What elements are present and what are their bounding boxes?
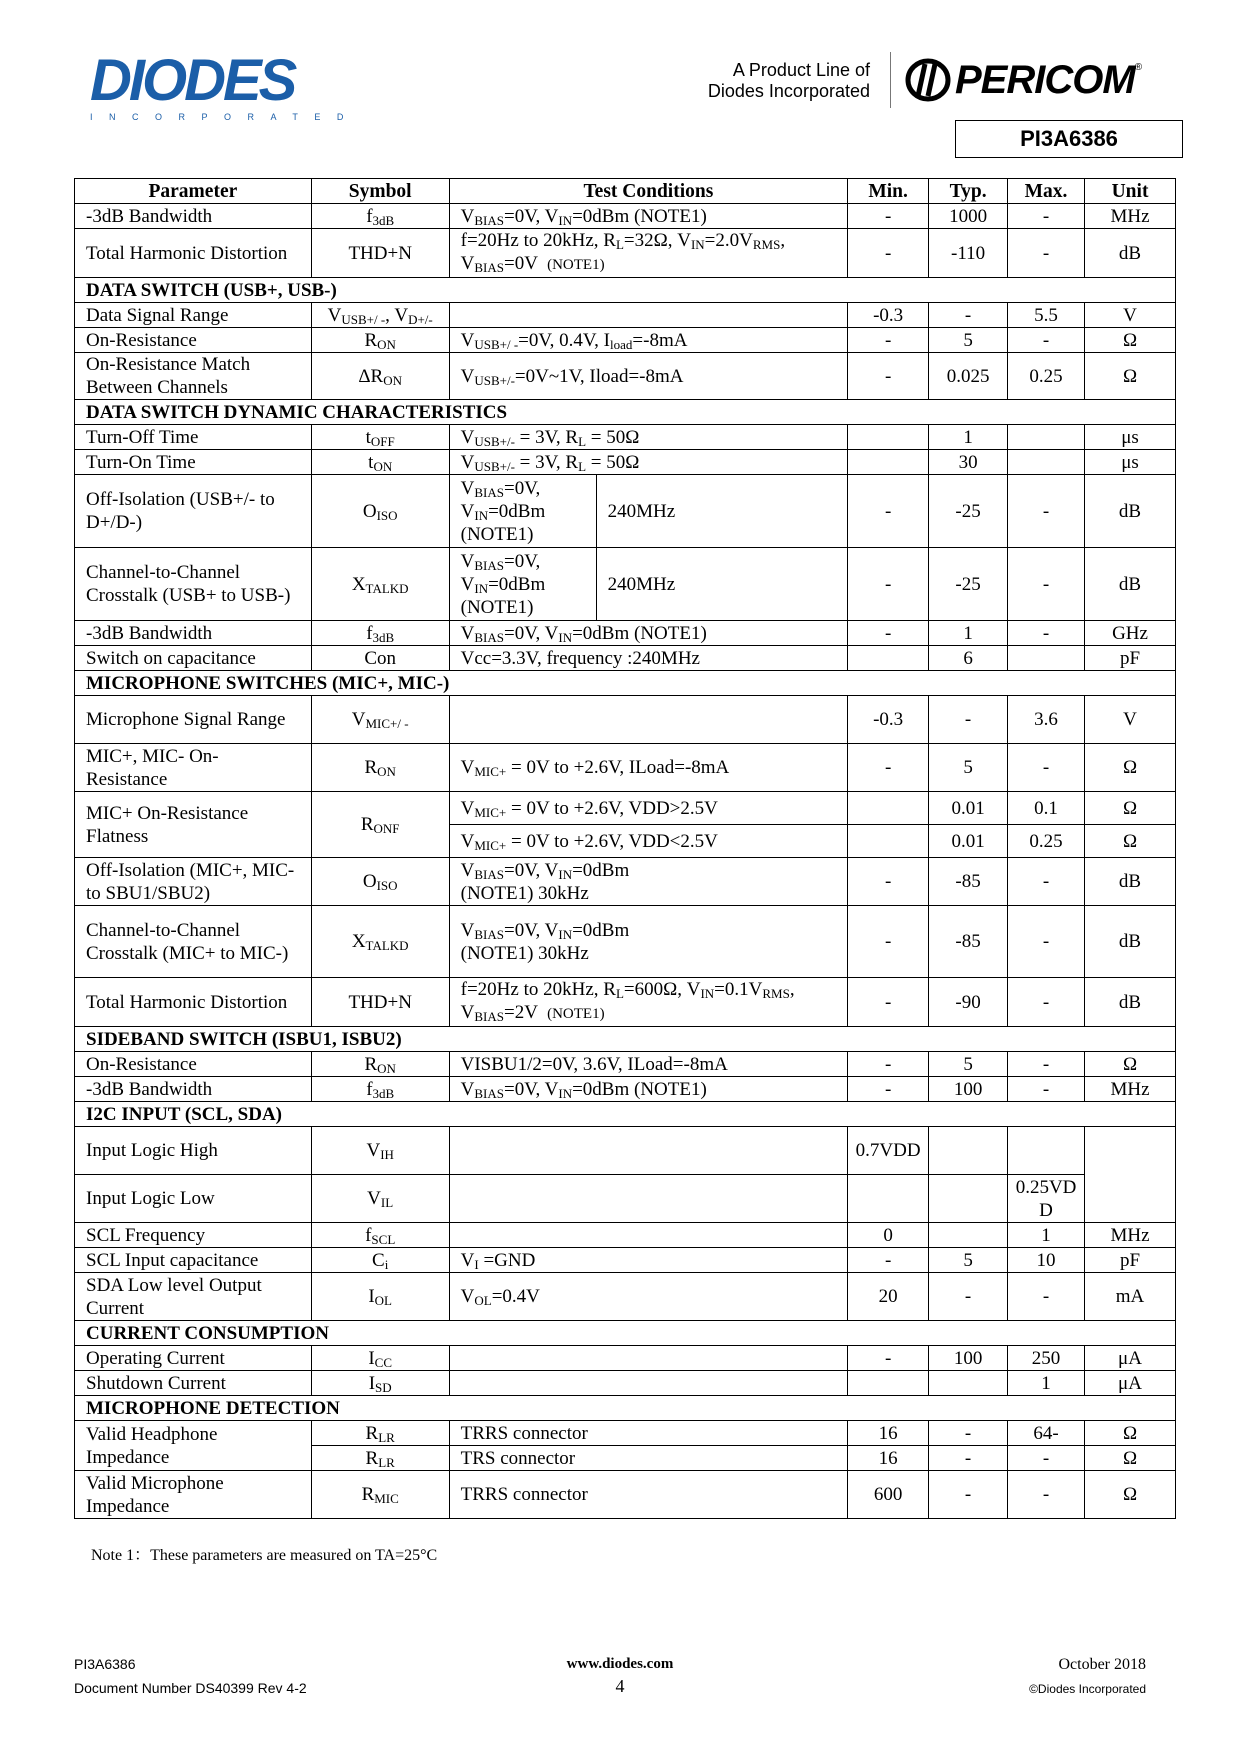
unit-cell: MHz <box>1085 204 1176 229</box>
symbol-cell: THD+N <box>311 978 449 1027</box>
col-typ: Typ. <box>929 179 1008 204</box>
diodes-logo <box>90 48 360 122</box>
pericom-wordmark: PERICOM <box>955 57 1135 102</box>
typ-cell: 100 <box>929 1077 1008 1102</box>
typ-cell: 0.025 <box>929 353 1008 400</box>
symbol-cell: $R_{ON}$ <box>311 1052 449 1077</box>
condition-part: $V_{BIAS}=0V$, $V_{IN}=0dBm$ (NOTE1) <box>450 548 597 620</box>
unit-cell: MHz <box>1085 1077 1176 1102</box>
condition-cell <box>449 303 848 328</box>
table-row <box>75 1248 1176 1273</box>
unit-cell: Ω <box>1085 1052 1176 1077</box>
min-cell <box>848 450 929 475</box>
condition-frequency: 240MHz <box>607 573 676 595</box>
typ-cell <box>929 1127 1008 1175</box>
typ-cell: 6 <box>929 646 1008 671</box>
table-row <box>75 1346 1176 1371</box>
max-cell: - <box>1008 328 1085 353</box>
section-row <box>75 1102 1176 1127</box>
part-number-box: PI3A6386 <box>955 120 1183 158</box>
param-cell: Off-Isolation (USB+/- to D+/D-) <box>75 475 312 548</box>
min-cell: - <box>848 744 929 792</box>
condition-cell: $V_{MIC+} = 0V$ to +2.6V, VDD>2.5V <box>449 792 848 825</box>
min-cell: - <box>848 328 929 353</box>
condition-cell <box>449 548 848 621</box>
symbol-cell: $V_{IL}$ <box>311 1175 449 1223</box>
condition-tail: =0dBm (NOTE1) <box>572 205 707 227</box>
typ-cell <box>929 1371 1008 1396</box>
max-cell: 0.25 <box>1008 353 1085 400</box>
condition-cell: VISBU1/2=0V, 3.6V, ILoad=-8mA <box>449 1052 848 1077</box>
max-cell: 1 <box>1008 1371 1085 1396</box>
table-row <box>75 303 1176 328</box>
condition-cell: TRRS connector <box>449 1471 848 1519</box>
section-title: I2C INPUT (SCL, SDA) <box>75 1102 1176 1127</box>
section-title: DATA SWITCH (USB+, USB-) <box>75 278 1176 303</box>
condition-cell: $V_{BIAS}=0V$, $V_{IN}=0dBm$ (NOTE1) <box>449 204 848 229</box>
typ-cell: - <box>929 1421 1008 1446</box>
param-cell: SCL Input capacitance <box>75 1248 312 1273</box>
param-cell: Total Harmonic Distortion <box>75 978 312 1027</box>
symbol-cell: $R_{LR}$ <box>311 1421 449 1446</box>
section-title: MICROPHONE SWITCHES (MIC+, MIC-) <box>75 671 1176 696</box>
typ-cell: 30 <box>929 450 1008 475</box>
unit-cell: dB <box>1085 229 1176 278</box>
pericom-logo <box>905 58 1142 102</box>
min-cell <box>848 1175 929 1223</box>
table-row <box>75 353 1176 400</box>
unit-cell: μs <box>1085 450 1176 475</box>
symbol-cell: $R_{MIC}$ <box>311 1471 449 1519</box>
param-cell: MIC+ On-Resistance Flatness <box>75 792 312 858</box>
table-row <box>75 621 1176 646</box>
min-cell: 0 <box>848 1223 929 1248</box>
condition-cell <box>449 1371 848 1396</box>
table-row <box>75 328 1176 353</box>
unit-cell: Ω <box>1085 1446 1176 1471</box>
min-cell <box>848 792 929 825</box>
product-line-2: Diodes Incorporated <box>707 81 870 101</box>
section-title: MICROPHONE DETECTION <box>75 1396 1176 1421</box>
unit-cell: Ω <box>1085 744 1176 792</box>
symbol-cell: $X_{TALKD}$ <box>311 906 449 978</box>
param-cell: Valid Headphone Impedance <box>75 1421 312 1471</box>
param-cell: Turn-Off Time <box>75 425 312 450</box>
min-cell: - <box>848 1077 929 1102</box>
symbol-cell: THD+N <box>311 229 449 278</box>
table-row <box>75 646 1176 671</box>
condition-cell: $V_{MIC+} = 0V$ to +2.6V, VDD<2.5V <box>449 825 848 858</box>
table-header-row <box>75 179 1176 204</box>
unit-cell: pF <box>1085 1248 1176 1273</box>
param-cell: Shutdown Current <box>75 1371 312 1396</box>
table-row <box>75 1052 1176 1077</box>
min-cell: - <box>848 621 929 646</box>
typ-cell: 5 <box>929 744 1008 792</box>
min-cell: - <box>848 229 929 278</box>
max-cell: - <box>1008 1273 1085 1321</box>
max-cell: - <box>1008 1446 1085 1471</box>
table-row <box>75 906 1176 978</box>
param-cell: On-Resistance <box>75 1052 312 1077</box>
diodes-logo-wordmark: DIODES <box>90 48 295 113</box>
col-min: Min. <box>848 179 929 204</box>
footer-page-number: 4 <box>615 1676 625 1696</box>
section-row <box>75 671 1176 696</box>
condition-cell: Vcc=3.3V, frequency :240MHz <box>449 646 848 671</box>
param-cell: Channel-to-Channel Crosstalk (MIC+ to MIC-) <box>75 906 312 978</box>
unit-cell: μA <box>1085 1371 1176 1396</box>
param-cell: Input Logic High <box>75 1127 312 1175</box>
typ-cell <box>929 1223 1008 1248</box>
symbol-cell: $R_{ON}$ <box>311 328 449 353</box>
max-cell: - <box>1008 978 1085 1027</box>
typ-cell: 0.01 <box>929 792 1008 825</box>
footer-date: October 2018 <box>1058 1656 1146 1673</box>
unit-cell: Ω <box>1085 1471 1176 1519</box>
min-cell: 16 <box>848 1446 929 1471</box>
unit-cell: Ω <box>1085 825 1176 858</box>
symbol-cell: $R_{ON}$ <box>311 744 449 792</box>
condition-cell: $V_{OL}=0.4V$ <box>449 1273 848 1321</box>
table-row <box>75 229 1176 278</box>
table-row <box>75 696 1176 744</box>
param-cell: Data Signal Range <box>75 303 312 328</box>
max-cell: 1 <box>1008 1223 1085 1248</box>
max-cell: 5.5 <box>1008 303 1085 328</box>
param-cell: Input Logic Low <box>75 1175 312 1223</box>
symbol-cell: $X_{TALKD}$ <box>311 548 449 621</box>
symbol-cell: $V_{IH}$ <box>311 1127 449 1175</box>
unit-cell: mA <box>1085 1273 1176 1321</box>
max-cell <box>1008 425 1085 450</box>
condition-cell <box>449 475 848 548</box>
min-cell <box>848 646 929 671</box>
condition-frequency: 240MHz <box>607 500 676 522</box>
condition-cell: $V_I =GND$ <box>449 1248 848 1273</box>
min-cell: -0.3 <box>848 696 929 744</box>
typ-cell: 1000 <box>929 204 1008 229</box>
min-cell: 600 <box>848 1471 929 1519</box>
typ-cell: -110 <box>929 229 1008 278</box>
section-row <box>75 1321 1176 1346</box>
table-row <box>75 1175 1176 1223</box>
symbol-cell: $O_{ISO}$ <box>311 858 449 906</box>
unit-cell: Ω <box>1085 353 1176 400</box>
symbol-cell: $V_{USB+/ -}$, $V_{D+/-}$ <box>311 303 449 328</box>
typ-cell: 1 <box>929 425 1008 450</box>
table-row <box>75 792 1176 825</box>
min-cell: - <box>848 475 929 548</box>
typ-cell: - <box>929 1471 1008 1519</box>
min-cell: - <box>848 1346 929 1371</box>
param-cell: On-Resistance Match Between Channels <box>75 353 312 400</box>
max-cell: - <box>1008 1077 1085 1102</box>
footer-part-number: PI3A6386 <box>74 1656 136 1672</box>
symbol-cell: $C_i$ <box>311 1248 449 1273</box>
min-cell: - <box>848 353 929 400</box>
max-cell: - <box>1008 621 1085 646</box>
max-cell: - <box>1008 1052 1085 1077</box>
col-parameter: Parameter <box>75 179 312 204</box>
condition-cell: $V_{USB+/-} = 3V$, $R_L = 50\Omega$ <box>449 450 848 475</box>
table-row <box>75 1127 1176 1175</box>
typ-cell <box>929 1175 1008 1223</box>
param-cell: On-Resistance <box>75 328 312 353</box>
max-cell: - <box>1008 858 1085 906</box>
param-cell: Valid Microphone Impedance <box>75 1471 312 1519</box>
unit-cell: dB <box>1085 475 1176 548</box>
header-divider <box>890 52 891 108</box>
table-row <box>75 1273 1176 1321</box>
unit-cell: Ω <box>1085 792 1176 825</box>
symbol-cell: $t_{OFF}$ <box>311 425 449 450</box>
symbol-cell: $V_{MIC+/ -}$ <box>311 696 449 744</box>
param-cell: Channel-to-Channel Crosstalk (USB+ to USB-) <box>75 548 312 621</box>
typ-cell: 5 <box>929 328 1008 353</box>
col-max: Max. <box>1008 179 1085 204</box>
param-cell: -3dB Bandwidth <box>75 621 312 646</box>
typ-cell: -25 <box>929 475 1008 548</box>
symbol-cell: $f_{SCL}$ <box>311 1223 449 1248</box>
min-cell <box>848 1371 929 1396</box>
condition-cell: $V_{MIC+} = 0V$ to +2.6V, ILoad=-8mA <box>449 744 848 792</box>
table-row <box>75 978 1176 1027</box>
condition-cell <box>449 1127 848 1175</box>
symbol-cell: $O_{ISO}$ <box>311 475 449 548</box>
unit-cell: dB <box>1085 906 1176 978</box>
typ-cell: 5 <box>929 1052 1008 1077</box>
max-cell: - <box>1008 475 1085 548</box>
unit-cell: dB <box>1085 858 1176 906</box>
min-cell: - <box>848 204 929 229</box>
symbol-cell: $\Delta R_{ON}$ <box>311 353 449 400</box>
symbol-cell: $t_{ON}$ <box>311 450 449 475</box>
section-title: CURRENT CONSUMPTION <box>75 1321 1176 1346</box>
unit-cell: μs <box>1085 425 1176 450</box>
product-line-1: A Product Line of <box>732 60 870 80</box>
unit-cell: GHz <box>1085 621 1176 646</box>
min-cell <box>848 825 929 858</box>
condition-cell: TRRS connector <box>449 1421 848 1446</box>
typ-cell: - <box>929 696 1008 744</box>
min-cell: - <box>848 978 929 1027</box>
max-cell: - <box>1008 1471 1085 1519</box>
pericom-registered-mark: ® <box>1134 62 1143 73</box>
typ-cell: - <box>929 1273 1008 1321</box>
symbol-cell: $I_{CC}$ <box>311 1346 449 1371</box>
symbol-cell: $R_{LR}$ <box>311 1446 449 1471</box>
param-cell: Total Harmonic Distortion <box>75 229 312 278</box>
condition-part: $V_{BIAS}=0V$, $V_{IN}=0dBm$ (NOTE1) <box>450 475 597 547</box>
table-row <box>75 475 1176 548</box>
symbol-cell: $f_{3dB}$ <box>311 621 449 646</box>
typ-cell: - <box>929 303 1008 328</box>
condition-cell <box>449 1223 848 1248</box>
symbol-cell: $I_{OL}$ <box>311 1273 449 1321</box>
unit-cell: V <box>1085 303 1176 328</box>
section-row <box>75 278 1176 303</box>
max-cell: 10 <box>1008 1248 1085 1273</box>
unit-cell: dB <box>1085 978 1176 1027</box>
max-cell <box>1008 450 1085 475</box>
condition-cell: $V_{USB+/-}=0V\sim 1V$, Iload=-8mA <box>449 353 848 400</box>
section-title: DATA SWITCH DYNAMIC CHARACTERISTICS <box>75 400 1176 425</box>
table-row <box>75 1371 1176 1396</box>
max-cell: 0.25 <box>1008 825 1085 858</box>
max-cell <box>1008 1127 1085 1175</box>
param-cell: SCL Frequency <box>75 1223 312 1248</box>
min-cell: -0.3 <box>848 303 929 328</box>
unit-cell: MHz <box>1085 1223 1176 1248</box>
typ-cell: 0.01 <box>929 825 1008 858</box>
typ-cell: -85 <box>929 906 1008 978</box>
param-cell: -3dB Bandwidth <box>75 1077 312 1102</box>
condition-cell: TRS connector <box>449 1446 848 1471</box>
condition-cell: $V_{BIAS}=0V$, $V_{IN}=0dBm$ (NOTE1) 30kHz <box>449 858 848 906</box>
param-cell: Turn-On Time <box>75 450 312 475</box>
col-test-conditions: Test Conditions <box>449 179 848 204</box>
max-cell: 0.25VDD <box>1008 1175 1085 1223</box>
condition-cell <box>449 1346 848 1371</box>
min-cell <box>848 425 929 450</box>
unit-cell <box>1085 1127 1176 1223</box>
table-row <box>75 204 1176 229</box>
condition-cell: f=20Hz to 20kHz, $R_L=600\Omega$, $V_{IN}=0.1V_{RMS}$, $V_{BIAS}=2V$ (NOTE1) <box>449 978 848 1027</box>
condition-cell <box>449 1175 848 1223</box>
param-cell: Off-Isolation (MIC+, MIC- to SBU1/SBU2) <box>75 858 312 906</box>
footer-document-number: Document Number DS40399 Rev 4-2 <box>74 1680 307 1696</box>
min-cell: - <box>848 906 929 978</box>
min-cell: 0.7VDD <box>848 1127 929 1175</box>
max-cell: 250 <box>1008 1346 1085 1371</box>
min-cell: - <box>848 1248 929 1273</box>
table-row <box>75 1077 1176 1102</box>
table-row <box>75 858 1176 906</box>
electrical-characteristics-table <box>74 178 1176 1519</box>
max-cell: 64- <box>1008 1421 1085 1446</box>
max-cell <box>1008 646 1085 671</box>
col-symbol: Symbol <box>311 179 449 204</box>
max-cell: - <box>1008 906 1085 978</box>
max-cell: - <box>1008 548 1085 621</box>
table-row <box>75 744 1176 792</box>
product-line-text <box>690 60 870 102</box>
symbol-cell: Con <box>311 646 449 671</box>
typ-cell: 1 <box>929 621 1008 646</box>
symbol-cell: $I_{SD}$ <box>311 1371 449 1396</box>
condition-cell: $V_{BIAS}=0V$, $V_{IN}=0dBm$ (NOTE1) 30kHz <box>449 906 848 978</box>
unit-cell: V <box>1085 696 1176 744</box>
table-row <box>75 1421 1176 1446</box>
typ-cell: -90 <box>929 978 1008 1027</box>
max-cell: - <box>1008 204 1085 229</box>
section-title: SIDEBAND SWITCH (ISBU1, ISBU2) <box>75 1027 1176 1052</box>
typ-cell: 100 <box>929 1346 1008 1371</box>
typ-cell: -25 <box>929 548 1008 621</box>
section-row <box>75 400 1176 425</box>
section-row <box>75 1027 1176 1052</box>
condition-cell: $V_{USB+/-} = 3V$, $R_L = 50\Omega$ <box>449 425 848 450</box>
table-row <box>75 425 1176 450</box>
typ-cell: - <box>929 1446 1008 1471</box>
table-row <box>75 450 1176 475</box>
unit-cell: dB <box>1085 548 1176 621</box>
table-row <box>75 1223 1176 1248</box>
condition-cell: $V_{BIAS}=0V$, $V_{IN}=0dBm$ (NOTE1) <box>449 1077 848 1102</box>
col-unit: Unit <box>1085 179 1176 204</box>
typ-cell: -85 <box>929 858 1008 906</box>
footer-copyright: ©Diodes Incorporated <box>1029 1682 1146 1696</box>
condition-cell <box>449 696 848 744</box>
typ-cell: 5 <box>929 1248 1008 1273</box>
param-cell: Switch on capacitance <box>75 646 312 671</box>
min-cell: - <box>848 858 929 906</box>
max-cell: - <box>1008 744 1085 792</box>
param-cell: -3dB Bandwidth <box>75 204 312 229</box>
table-note: Note 1：These parameters are measured on TA=25°C <box>91 1547 438 1564</box>
condition-cell: f=20Hz to 20kHz, $R_L=32\Omega$, $V_{IN}=2.0V_{RMS}$, $V_{BIAS}=0V$ (NOTE1) <box>449 229 848 278</box>
param-cell: Operating Current <box>75 1346 312 1371</box>
min-cell: 20 <box>848 1273 929 1321</box>
symbol-cell: $R_{ONF}$ <box>311 792 449 858</box>
condition-cell: $V_{USB+/ -}=0V$, 0.4V, $I_{load}=-8mA$ <box>449 328 848 353</box>
min-cell: - <box>848 1052 929 1077</box>
min-cell: - <box>848 548 929 621</box>
max-cell: - <box>1008 229 1085 278</box>
param-cell: MIC+, MIC- On-Resistance <box>75 744 312 792</box>
unit-cell: Ω <box>1085 328 1176 353</box>
symbol-cell: $f_{3dB}$ <box>311 1077 449 1102</box>
diodes-logo-subtitle: INCORPORATED <box>90 112 360 122</box>
footer-url-link[interactable]: www.diodes.com <box>566 1656 674 1672</box>
max-cell: 3.6 <box>1008 696 1085 744</box>
min-cell: 16 <box>848 1421 929 1446</box>
unit-cell: μA <box>1085 1346 1176 1371</box>
symbol-cell: $f_{3dB}$ <box>311 204 449 229</box>
pericom-mark-icon <box>905 58 951 102</box>
unit-cell: pF <box>1085 646 1176 671</box>
condition-cell: $V_{BIAS}=0V$, $V_{IN}=0dBm$ (NOTE1) <box>449 621 848 646</box>
param-cell: Microphone Signal Range <box>75 696 312 744</box>
max-cell: 0.1 <box>1008 792 1085 825</box>
section-row <box>75 1396 1176 1421</box>
table-row <box>75 1471 1176 1519</box>
param-cell: SDA Low level Output Current <box>75 1273 312 1321</box>
unit-cell: Ω <box>1085 1421 1176 1446</box>
table-row <box>75 548 1176 621</box>
